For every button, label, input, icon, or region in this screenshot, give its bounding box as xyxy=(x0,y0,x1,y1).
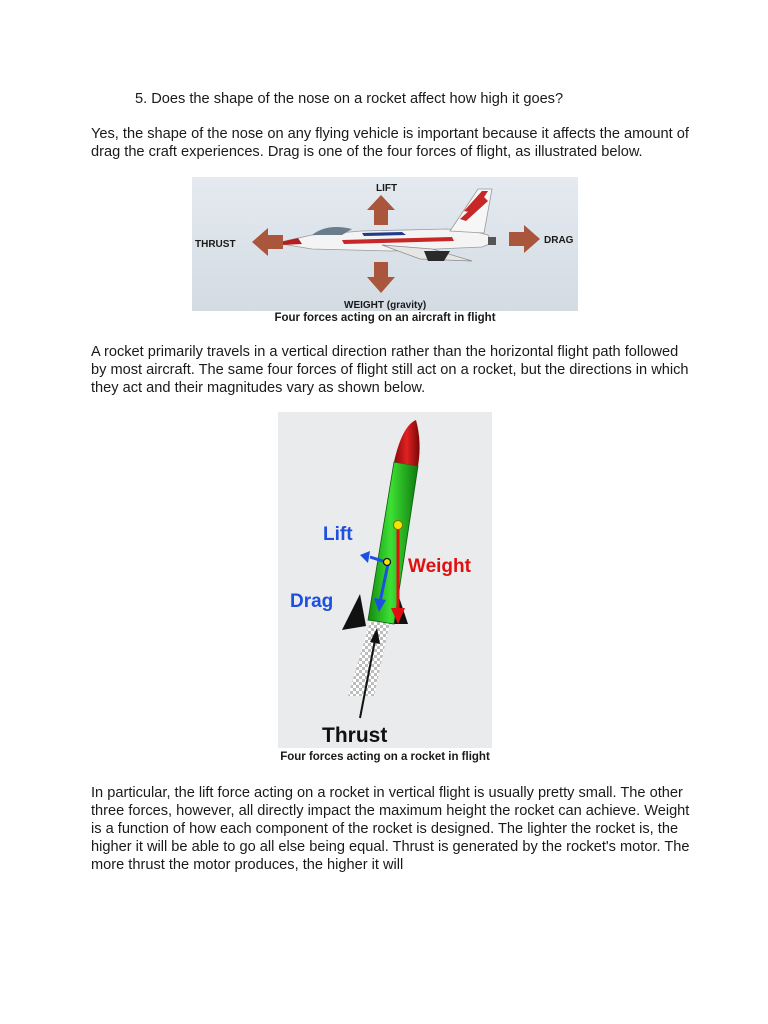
drag-label: DRAG xyxy=(544,235,574,246)
rocket-lift-label: Lift xyxy=(323,524,353,545)
rocket-direction-paragraph: A rocket primarily travels in a vertical direction rather than the horizontal flight path followed by most aircraft. The same four forces of flight still act on a rocket, but the directions in which they act and their magnitudes vary as shown below. xyxy=(91,344,689,396)
question-heading: 5. Does the shape of the nose on a rocket affect how high it goes? xyxy=(135,91,564,107)
rocket-thrust-label: Thrust xyxy=(322,724,388,747)
weight-label: WEIGHT (gravity) xyxy=(344,300,427,311)
rocket-drag-label: Drag xyxy=(290,591,334,612)
thrust-label: THRUST xyxy=(195,239,236,250)
forces-impact-paragraph: In particular, the lift force acting on a rocket in vertical flight is usually pretty small. The other three forces, however, all directly impact the maximum height the rocket can achieve. Weight is a function of how each component of the rocket is designed. The lighter the rocket is, the higher it will be able to go all else being equal. Thrust is generated by the rocket's motor. The more thrust the motor produces, the higher it will xyxy=(91,785,690,873)
lift-label: LIFT xyxy=(376,183,398,194)
aircraft-figure-caption: Four forces acting on an aircraft in flight xyxy=(274,312,496,324)
rocket-figure-caption: Four forces acting on a rocket in flight xyxy=(280,751,490,763)
center-of-gravity-marker xyxy=(394,521,403,530)
aircraft-forces-figure xyxy=(192,177,578,311)
rocket-weight-label: Weight xyxy=(408,556,471,577)
intro-paragraph: Yes, the shape of the nose on any flying vehicle is important because it affects the amount of drag the craft experiences. Drag is one of the four forces of flight, as illustrated below. xyxy=(91,126,689,160)
rocket-forces-figure xyxy=(278,412,492,748)
center-of-pressure-marker xyxy=(384,559,391,566)
